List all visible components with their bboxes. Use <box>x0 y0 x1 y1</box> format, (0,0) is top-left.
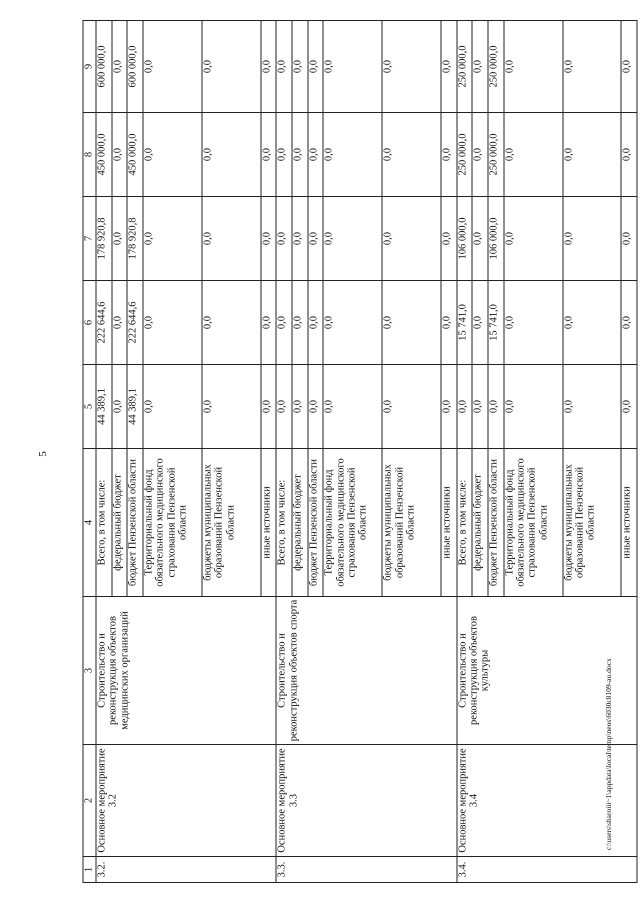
amount-cell: 0,0 <box>112 21 128 113</box>
amount-cell: 178 920,8 <box>96 197 112 281</box>
amount-cell: 0,0 <box>112 113 128 197</box>
amount-cell: 0,0 <box>621 113 637 197</box>
amount-cell: 0,0 <box>276 281 292 365</box>
funding-source: Всего, в том числе: <box>457 449 473 597</box>
file-path-footer: c:\users\sharoiii~1\appdata\local\temp\neos\6030c8109-au.docx <box>604 658 613 850</box>
amount-cell: 178 920,8 <box>127 197 143 281</box>
amount-cell: 0,0 <box>488 365 504 449</box>
funding-source: бюджет Пензенской области <box>127 449 143 597</box>
amount-cell: 450 000,0 <box>96 113 112 197</box>
amount-cell: 0,0 <box>563 365 622 449</box>
amount-cell: 0,0 <box>261 281 277 365</box>
funding-source: бюджеты муниципальных образований Пензенской области <box>563 449 622 597</box>
amount-cell: 0,0 <box>323 365 382 449</box>
amount-cell: 0,0 <box>382 21 441 113</box>
amount-cell: 0,0 <box>621 21 637 113</box>
amount-cell: 0,0 <box>382 197 441 281</box>
row-number: 3.3. <box>276 857 456 883</box>
amount-cell: 44 389,1 <box>127 365 143 449</box>
amount-cell: 250 000,0 <box>457 113 473 197</box>
funding-source: федеральный бюджет <box>112 449 128 597</box>
amount-cell: 0,0 <box>504 365 563 449</box>
amount-cell: 0,0 <box>441 365 457 449</box>
amount-cell: 0,0 <box>441 21 457 113</box>
amount-cell: 250 000,0 <box>488 21 504 113</box>
amount-cell: 0,0 <box>441 197 457 281</box>
measure-description: Строительство и реконструкция объектов спорта <box>276 597 456 745</box>
amount-cell: 0,0 <box>292 281 308 365</box>
col-header: 1 <box>83 857 96 883</box>
amount-cell: 106 000,0 <box>488 197 504 281</box>
funding-source: бюджет Пензенской области <box>308 449 324 597</box>
measure-description: Строительство и реконструкция объектов медицинских организаций <box>96 597 276 745</box>
amount-cell: 0,0 <box>563 197 622 281</box>
measure-name: Основное мероприятие 3.3 <box>276 745 456 857</box>
funding-source: Всего, в том числе: <box>276 449 292 597</box>
amount-cell: 0,0 <box>323 21 382 113</box>
amount-cell: 0,0 <box>202 113 261 197</box>
amount-cell: 0,0 <box>143 21 202 113</box>
amount-cell: 44 389,1 <box>96 365 112 449</box>
amount-cell: 0,0 <box>308 113 324 197</box>
amount-cell: 0,0 <box>382 281 441 365</box>
table-body <box>96 21 637 883</box>
amount-cell: 0,0 <box>563 281 622 365</box>
funding-source: федеральный бюджет <box>292 449 308 597</box>
amount-cell: 0,0 <box>261 21 277 113</box>
amount-cell: 15 741,0 <box>457 281 473 365</box>
amount-cell: 0,0 <box>472 21 488 113</box>
table-row <box>457 21 473 883</box>
funding-source: бюджет Пензенской области <box>488 449 504 597</box>
budget-table <box>83 20 638 883</box>
amount-cell: 250 000,0 <box>457 21 473 113</box>
amount-cell: 0,0 <box>563 113 622 197</box>
amount-cell: 0,0 <box>202 197 261 281</box>
amount-cell: 0,0 <box>261 365 277 449</box>
amount-cell: 0,0 <box>504 281 563 365</box>
amount-cell: 0,0 <box>261 113 277 197</box>
amount-cell: 0,0 <box>276 197 292 281</box>
funding-source: иные источники <box>261 449 277 597</box>
amount-cell: 0,0 <box>276 365 292 449</box>
funding-source: Территориальный фонд обязательного медицинского страхования Пензенской области <box>504 449 563 597</box>
amount-cell: 0,0 <box>441 281 457 365</box>
col-header: 4 <box>83 449 96 597</box>
amount-cell: 0,0 <box>621 281 637 365</box>
amount-cell: 450 000,0 <box>127 113 143 197</box>
amount-cell: 0,0 <box>112 281 128 365</box>
funding-source: иные источники <box>621 449 637 597</box>
amount-cell: 222 644,6 <box>96 281 112 365</box>
amount-cell: 0,0 <box>276 113 292 197</box>
amount-cell: 0,0 <box>504 113 563 197</box>
amount-cell: 0,0 <box>143 197 202 281</box>
measure-name: Основное мероприятие 3.2 <box>96 745 276 857</box>
funding-source: бюджеты муниципальных образований Пензенской области <box>202 449 261 597</box>
amount-cell: 0,0 <box>323 281 382 365</box>
amount-cell: 0,0 <box>143 365 202 449</box>
amount-cell: 0,0 <box>472 113 488 197</box>
amount-cell: 0,0 <box>504 197 563 281</box>
amount-cell: 0,0 <box>563 21 622 113</box>
col-header: 5 <box>83 365 96 449</box>
amount-cell: 0,0 <box>143 113 202 197</box>
funding-source: иные источники <box>441 449 457 597</box>
funding-source: федеральный бюджет <box>472 449 488 597</box>
amount-cell: 0,0 <box>292 21 308 113</box>
amount-cell: 0,0 <box>308 281 324 365</box>
amount-cell: 0,0 <box>323 197 382 281</box>
amount-cell: 0,0 <box>202 281 261 365</box>
amount-cell: 0,0 <box>621 197 637 281</box>
col-header: 6 <box>83 281 96 365</box>
row-number: 3.4. <box>457 857 637 883</box>
col-header: 7 <box>83 197 96 281</box>
amount-cell: 0,0 <box>292 365 308 449</box>
page-number: 5 <box>36 451 49 457</box>
funding-source: бюджеты муниципальных образований Пензенской области <box>382 449 441 597</box>
amount-cell: 106 000,0 <box>457 197 473 281</box>
amount-cell: 0,0 <box>292 113 308 197</box>
table-row <box>96 21 112 883</box>
rotated-table-container <box>83 21 638 883</box>
measure-name: Основное мероприятие 3.4 <box>457 745 637 857</box>
amount-cell: 0,0 <box>308 197 324 281</box>
amount-cell: 0,0 <box>202 365 261 449</box>
amount-cell: 0,0 <box>382 113 441 197</box>
row-number: 3.2. <box>96 857 276 883</box>
col-header: 8 <box>83 113 96 197</box>
amount-cell: 0,0 <box>143 281 202 365</box>
col-header: 9 <box>83 21 96 113</box>
amount-cell: 250 000,0 <box>488 113 504 197</box>
amount-cell: 0,0 <box>112 197 128 281</box>
amount-cell: 0,0 <box>261 197 277 281</box>
measure-description: Строительство и реконструкция объектов культуры <box>457 597 637 745</box>
amount-cell: 600 000,0 <box>96 21 112 113</box>
amount-cell: 0,0 <box>323 113 382 197</box>
table-row <box>276 21 292 883</box>
amount-cell: 0,0 <box>457 365 473 449</box>
amount-cell: 0,0 <box>441 113 457 197</box>
amount-cell: 600 000,0 <box>127 21 143 113</box>
amount-cell: 0,0 <box>308 365 324 449</box>
header-row <box>83 21 96 883</box>
amount-cell: 0,0 <box>292 197 308 281</box>
amount-cell: 0,0 <box>472 197 488 281</box>
amount-cell: 0,0 <box>308 21 324 113</box>
amount-cell: 222 644,6 <box>127 281 143 365</box>
amount-cell: 15 741,0 <box>488 281 504 365</box>
amount-cell: 0,0 <box>112 365 128 449</box>
funding-source: Всего, в том числе: <box>96 449 112 597</box>
amount-cell: 0,0 <box>276 21 292 113</box>
amount-cell: 0,0 <box>621 365 637 449</box>
col-header: 2 <box>83 745 96 857</box>
amount-cell: 0,0 <box>382 365 441 449</box>
amount-cell: 0,0 <box>504 21 563 113</box>
amount-cell: 0,0 <box>202 21 261 113</box>
col-header: 3 <box>83 597 96 745</box>
amount-cell: 0,0 <box>472 365 488 449</box>
funding-source: Территориальный фонд обязательного медицинского страхования Пензенской области <box>143 449 202 597</box>
amount-cell: 0,0 <box>472 281 488 365</box>
funding-source: Территориальный фонд обязательного медицинского страхования Пензенской области <box>323 449 382 597</box>
